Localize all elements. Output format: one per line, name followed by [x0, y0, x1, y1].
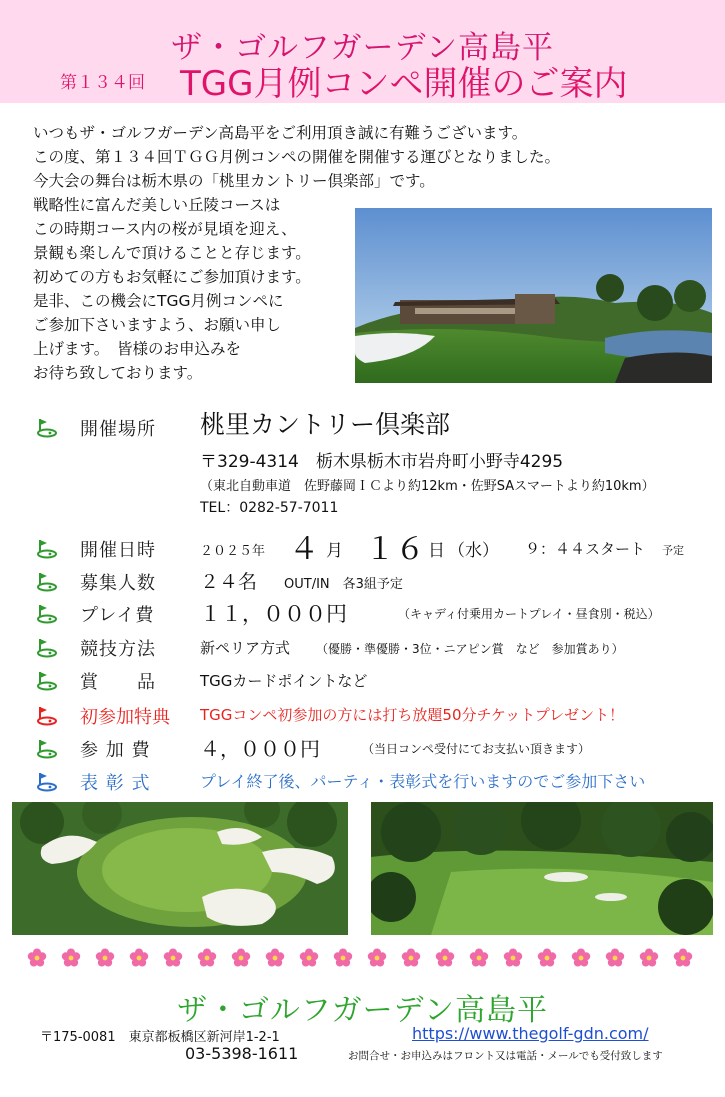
- header-venue-name: ザ・ゴルフガーデン高島平: [170, 30, 555, 66]
- date-month: ４: [289, 532, 319, 567]
- date-weekday: （水）: [448, 541, 499, 561]
- footer-address: 〒175-0081 東京都板橋区新河岸1-2-1: [40, 1030, 280, 1045]
- sakura-flower-icon: [435, 948, 455, 968]
- golf-flag-icon: [36, 537, 58, 559]
- sakura-flower-icon: [401, 948, 421, 968]
- format-label: 競技方法: [80, 639, 156, 660]
- sakura-flower-icon: [333, 948, 353, 968]
- format-note: （優勝・準優勝・3位・ニアピン賞 など 参加賞あり）: [316, 642, 624, 656]
- intro-line-11: お待ち致しております。: [33, 364, 203, 382]
- sakura-flower-icon: [129, 948, 149, 968]
- intro-line-3: 今大会の舞台は栃木県の「桃里カントリー倶楽部」です。: [33, 172, 435, 190]
- golf-flag-icon: [36, 636, 58, 658]
- intro-line-4: 戦略性に富んだ美しい丘陵コースは: [33, 196, 281, 214]
- sakura-flower-icon: [639, 948, 659, 968]
- page-title: TGG月例コンペ開催のご案内: [180, 64, 628, 104]
- golf-flag-icon: [36, 737, 58, 759]
- date-day-unit: 日: [428, 541, 445, 561]
- golf-flag-icon: [36, 570, 58, 592]
- capacity-note: OUT/IN 各3組予定: [284, 577, 403, 592]
- venue-address: 〒329-4314 栃木県栃木市岩舟町小野寺4295: [200, 452, 564, 472]
- sakura-flower-icon: [367, 948, 387, 968]
- intro-line-7: 初めての方もお気軽にご参加頂けます。: [33, 268, 311, 286]
- entry-fee-value: ４，０００円: [200, 737, 320, 761]
- sakura-flower-icon: [537, 948, 557, 968]
- footer-note: お問合せ・お申込みはフロント又は電話・メールでも受付致します: [348, 1050, 663, 1062]
- sakura-flower-icon: [95, 948, 115, 968]
- date-label: 開催日時: [80, 540, 156, 561]
- capacity-value: ２４名: [200, 571, 258, 593]
- intro-line-2: この度、第１３４回ＴＧＧ月例コンペの開催を開催する運びとなりました。: [33, 148, 561, 166]
- date-day: １６: [365, 532, 425, 567]
- sakura-flower-icon: [265, 948, 285, 968]
- venue-tel: TEL：0282-57-7011: [200, 500, 339, 516]
- venue-name: 桃里カントリー倶楽部: [200, 410, 451, 439]
- sakura-flower-icon: [61, 948, 81, 968]
- sakura-flower-icon: [197, 948, 217, 968]
- prize-value: TGGカードポイントなど: [200, 672, 368, 690]
- date-year: ２０２５年: [200, 544, 266, 559]
- venue-label: 開催場所: [80, 419, 156, 440]
- sakura-flower-icon: [571, 948, 591, 968]
- intro-line-8: 是非、この機会にTGG月例コンペに: [33, 292, 284, 310]
- golf-flag-icon: [36, 704, 58, 726]
- prize-label: 賞 品: [80, 672, 156, 693]
- sakura-flower-icon: [673, 948, 693, 968]
- format-value: 新ペリア方式: [200, 639, 291, 657]
- entry-fee-label: 参 加 費: [80, 740, 151, 761]
- clubhouse-photo: [355, 208, 712, 383]
- date-month-unit: 月: [326, 541, 343, 561]
- golf-flag-icon: [36, 770, 58, 792]
- play-fee-label: プレイ費: [80, 605, 155, 626]
- green-aerial-photo: [12, 802, 348, 935]
- first-bonus-value: TGGコンペ初参加の方には打ち放題50分チケットプレゼント！: [200, 706, 625, 724]
- sakura-flower-icon: [469, 948, 489, 968]
- sakura-flower-icon: [299, 948, 319, 968]
- footer-venue-name: ザ・ゴルフガーデン高島平: [176, 993, 549, 1028]
- golf-flag-icon: [36, 669, 58, 691]
- ceremony-label: 表 彰 式: [80, 773, 151, 794]
- footer-phone: 03-5398-1611: [185, 1044, 299, 1063]
- sakura-flower-icon: [605, 948, 625, 968]
- fairway-photo: [371, 802, 713, 935]
- flower-divider: [27, 948, 707, 970]
- golf-flag-icon: [36, 416, 58, 438]
- entry-fee-note: （当日コンペ受付にてお支払い頂きます）: [362, 742, 591, 756]
- first-bonus-label: 初参加特典: [80, 707, 170, 728]
- sakura-flower-icon: [503, 948, 523, 968]
- capacity-label: 募集人数: [80, 573, 156, 594]
- intro-line-5: この時期コース内の桜が見頃を迎え、: [33, 220, 297, 238]
- intro-line-9: ご参加下さいますよう、お願い申し: [33, 316, 282, 334]
- sakura-flower-icon: [163, 948, 183, 968]
- golf-flag-icon: [36, 602, 58, 624]
- play-fee-value: １１，０００円: [200, 602, 347, 626]
- intro-line-10: 上げます。 皆様のお申込みを: [33, 340, 242, 358]
- sakura-flower-icon: [27, 948, 47, 968]
- venue-access: （東北自動車道 佐野藤岡ＩＣより約12km・佐野SAスマートより約10km）: [200, 479, 655, 494]
- start-time-note: 予定: [662, 544, 684, 557]
- sakura-flower-icon: [231, 948, 251, 968]
- intro-line-6: 景観も楽しんで頂けることと存じます。: [33, 244, 311, 262]
- start-time: ９：４４スタート: [525, 540, 646, 558]
- play-fee-note: （キャディ付乗用カートプレイ・昼食別・税込）: [398, 607, 660, 621]
- round-number: 第１３４回: [60, 73, 145, 93]
- website-link[interactable]: https://www.thegolf-gdn.com/: [412, 1024, 649, 1043]
- ceremony-value: プレイ終了後、パーティ・表彰式を行いますのでご参加下さい: [200, 772, 646, 791]
- intro-line-1: いつもザ・ゴルフガーデン高島平をご利用頂き誠に有難うございます。: [33, 124, 528, 142]
